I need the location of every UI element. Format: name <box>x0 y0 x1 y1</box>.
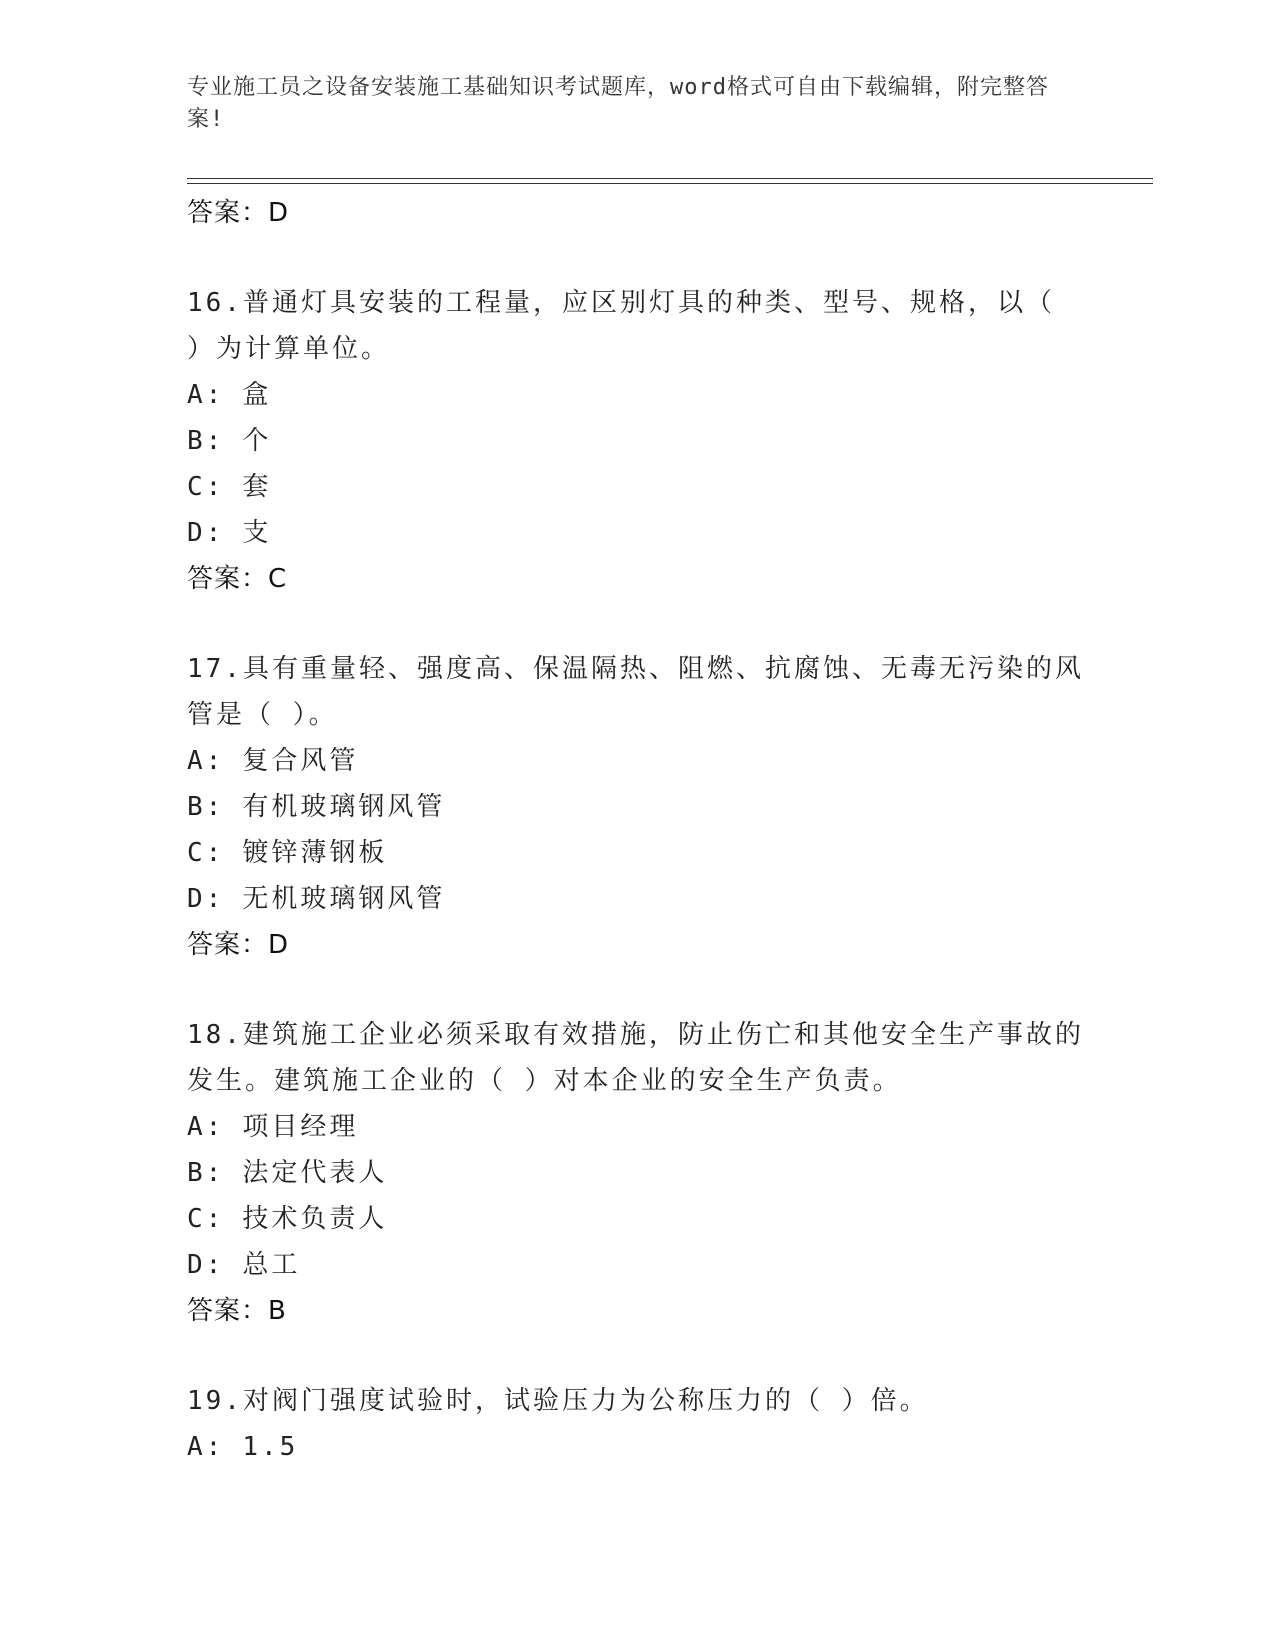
option-text: 支 <box>242 518 272 548</box>
option-key: A: <box>187 380 225 410</box>
option-text: 法定代表人 <box>242 1158 388 1188</box>
option-key: C: <box>187 1204 225 1234</box>
option-text: 项目经理 <box>242 1112 359 1142</box>
option-text: 盒 <box>242 380 272 410</box>
question-18 <box>187 1012 1087 1334</box>
previous-answer: 答案：D <box>187 198 290 228</box>
question-17 <box>187 646 1087 968</box>
question-text: 18.建筑施工企业必须采取有效措施，防止伤亡和其他安全生产事故的发生。建筑施工企业的（ ）对本企业的安全生产负责。 <box>187 1020 1084 1096</box>
option-text: 复合风管 <box>242 746 359 776</box>
option-text: 镀锌薄钢板 <box>242 838 388 868</box>
option-text: 总工 <box>242 1250 301 1280</box>
option-text: 技术负责人 <box>242 1204 388 1234</box>
option-b <box>187 784 1087 830</box>
option-c <box>187 1196 1087 1242</box>
answer-line: 答案：C <box>187 564 288 594</box>
option-key: D: <box>187 1250 225 1280</box>
option-key: D: <box>187 884 225 914</box>
question-text: 19.对阀门强度试验时，试验压力为公称压力的（ ）倍。 <box>187 1386 929 1416</box>
document-header: 专业施工员之设备安装施工基础知识考试题库，word格式可自由下载编辑，附完整答案! <box>187 75 1049 132</box>
option-key: A: <box>187 1432 225 1462</box>
question-text: 16.普通灯具安装的工程量，应区别灯具的种类、型号、规格，以（ ）为计算单位。 <box>187 288 1055 364</box>
question-16 <box>187 280 1087 602</box>
option-text: 1.5 <box>242 1432 299 1462</box>
option-c <box>187 464 1087 510</box>
header-divider-bottom <box>187 183 1153 184</box>
option-b <box>187 418 1087 464</box>
option-a <box>187 1424 1087 1470</box>
answer-line: 答案：D <box>187 930 290 960</box>
option-a <box>187 1104 1087 1150</box>
option-key: C: <box>187 838 225 868</box>
option-text: 有机玻璃钢风管 <box>242 792 446 822</box>
option-b <box>187 1150 1087 1196</box>
option-a <box>187 372 1087 418</box>
option-d <box>187 510 1087 556</box>
question-text: 17.具有重量轻、强度高、保温隔热、阻燃、抗腐蚀、无毒无污染的风管是（ ）。 <box>187 654 1084 730</box>
option-key: A: <box>187 1112 225 1142</box>
option-c <box>187 830 1087 876</box>
option-text: 个 <box>242 426 272 456</box>
option-d <box>187 876 1087 922</box>
option-key: B: <box>187 426 225 456</box>
option-key: B: <box>187 792 225 822</box>
option-key: A: <box>187 746 225 776</box>
answer-line: 答案：B <box>187 1296 287 1326</box>
option-key: C: <box>187 472 225 502</box>
question-list <box>187 190 1087 1470</box>
option-a <box>187 738 1087 784</box>
option-d <box>187 1242 1087 1288</box>
header-divider-top <box>187 178 1153 179</box>
option-key: D: <box>187 518 225 548</box>
option-key: B: <box>187 1158 225 1188</box>
option-text: 套 <box>242 472 272 502</box>
option-text: 无机玻璃钢风管 <box>242 884 446 914</box>
question-19 <box>187 1378 1087 1470</box>
